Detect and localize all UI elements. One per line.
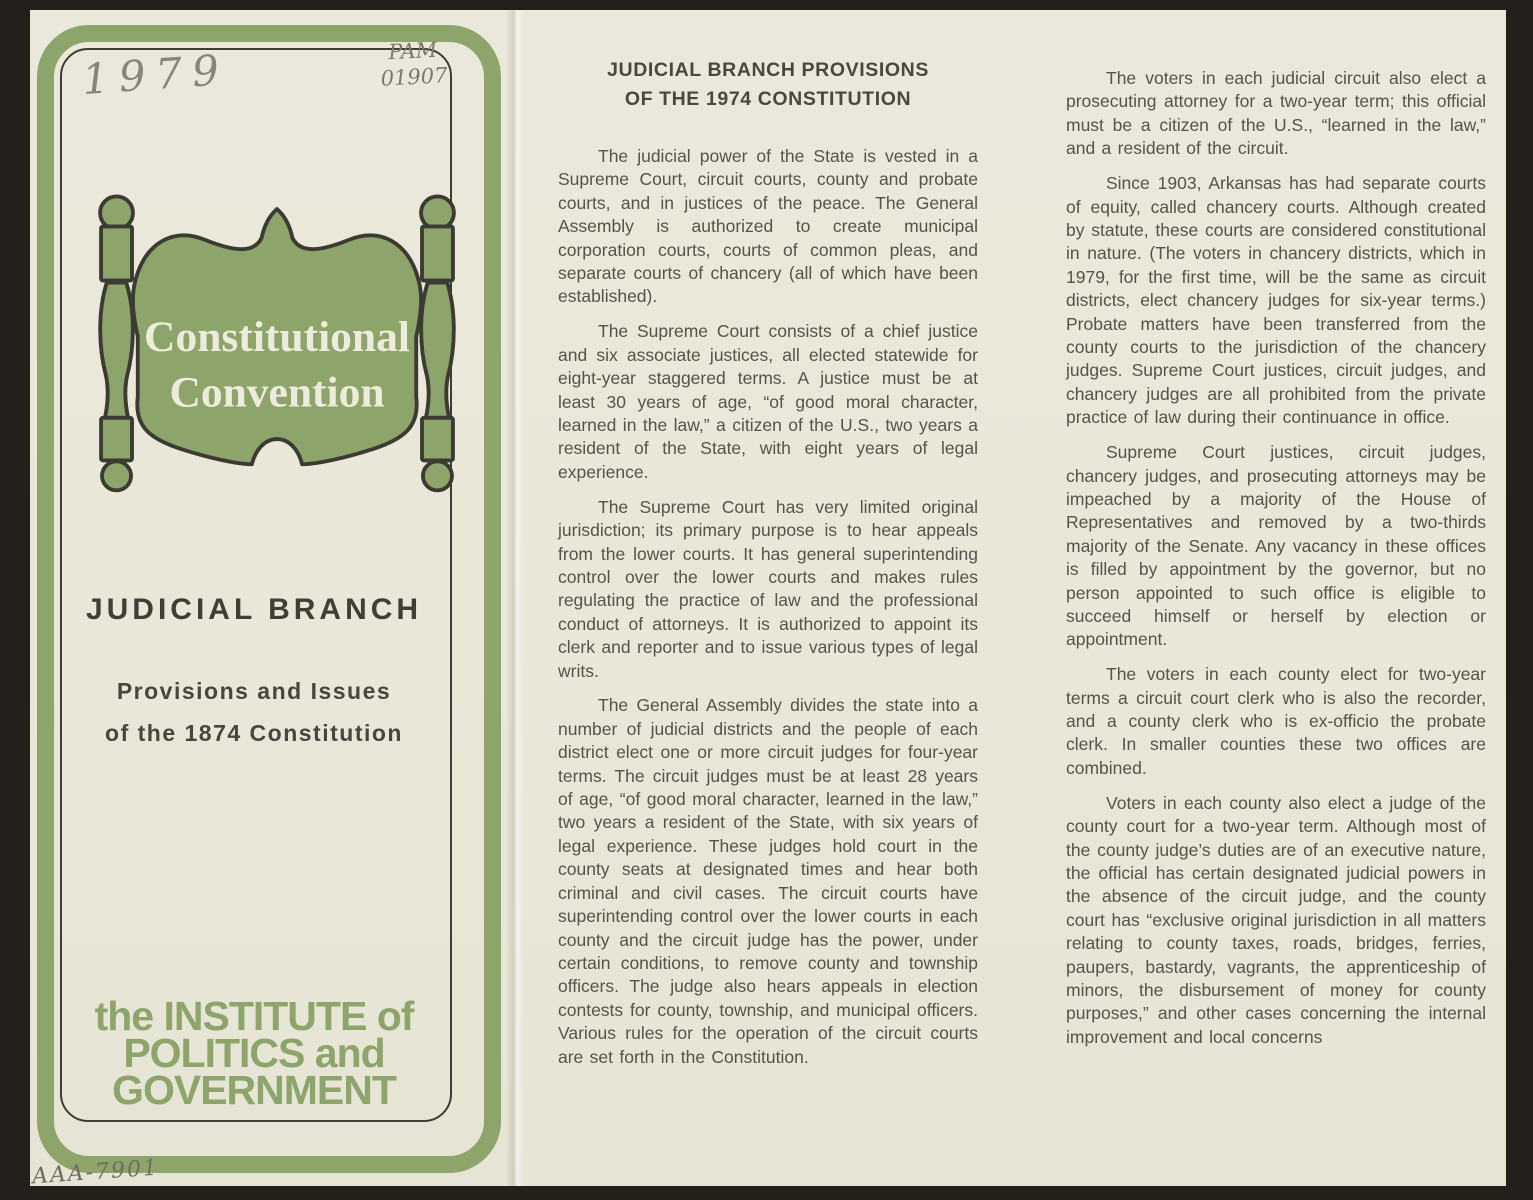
paragraph-prosecuting-attorney: The voters in each judicial circuit also elect a prosecuting attorney for a two-year term; this official must be a citizen of the U.S., “learned in the law,” and a resident of the circuit. bbox=[1066, 68, 1486, 159]
cover-subtitle-line1: Provisions and Issues bbox=[116, 678, 392, 704]
sign-right-post-bottom-knob bbox=[423, 461, 452, 490]
paragraph-county-judge: Voters in each county also elect a judge of the county court for a two-year term. Although most of the county judge’s duties are of an executive nature, the official has certain designated judicial powers in the absence of the circuit judge, and the county court has “exclusive original jurisdiction in all matters relating to county taxes, roads, bridges, ferries, paupers, bastardy, vagrants, the apprenticeship of minors, the disbursement of money for county purposes,” and other cases concerning the internal improvement and local concerns bbox=[1066, 792, 1486, 1047]
sign-left-post-top-knob bbox=[100, 196, 133, 229]
handwritten-year: 1979 bbox=[80, 44, 231, 105]
institute-logo-line3: GOVERNMENT bbox=[112, 1067, 396, 1113]
handwritten-catalog-number: AAA-7901 bbox=[31, 1155, 160, 1190]
sign-title-line2: Convention bbox=[169, 368, 385, 417]
handwritten-accession-number bbox=[379, 36, 448, 91]
cover-panel bbox=[30, 10, 516, 1190]
paragraph-judicial-power: The judicial power of the State is vested in a Supreme Court, circuit courts, county and probate courts, and in justices of the peace. The General Assembly is authorized to create municipal corporation courts, courts of common pleas, and separate courts of chancery (all of which have been established). bbox=[558, 146, 978, 307]
sign-right-post-top-knob bbox=[421, 196, 454, 229]
article-heading-line2: OF THE 1974 CONSTITUTION bbox=[624, 88, 912, 110]
pamphlet-scan bbox=[30, 10, 1506, 1190]
middle-column bbox=[558, 56, 978, 1080]
institute-logo-line1: the INSTITUTE of bbox=[94, 993, 414, 1039]
paragraph-circuit-courts: The General Assembly divides the state into a number of judicial districts and the people of each district elect one or more circuit judges for four-year terms. The circuit judges must be at least 28 years of age, “of good moral character, learned in the law,” two years a resident of the State, with six years of legal experience. These judges hold court in the county seats at designated times and hear both criminal and civil cases. The circuit courts have superintending control over the lower courts in each county and the circuit judge has the power, under certain conditions, to remove county and township officers. The judge also hears appeals in election contests for county, township, and municipal officers. Various rules for the operation of the circuit courts are set forth in the Constitution. bbox=[558, 695, 978, 1067]
paragraph-county-clerks: The voters in each county elect for two-year terms a circuit court clerk who is also the recorder, and a county clerk who is ex-officio the probate clerk. In smaller counties these two offices are combined. bbox=[1066, 664, 1486, 778]
sign-left-post-bottom-knob bbox=[102, 461, 131, 490]
right-column bbox=[1066, 56, 1486, 1061]
handwritten-accession-line1: PAM bbox=[387, 37, 438, 65]
paragraph-chancery-courts: Since 1903, Arkansas has had separate courts of equity, called chancery courts. Although created by statute, these courts are considered constitutional in nature. (The voters in chancery districts, which in 1979, for the first time, will be the same as circuit districts, elect chancery judges for six-year terms.) Probate matters have been transferred from the county courts to the jurisdiction of the chancery judges. Supreme Court justices, circuit judges, and chancery judges are all prohibited from the private practice of law during their continuance in office. bbox=[1066, 173, 1486, 428]
paragraph-supreme-court-composition: The Supreme Court consists of a chief justice and six associate justices, all elected statewide for eight-year staggered terms. A justice must be at least 30 years of age, “of good moral character, learned in the law,” a citizen of the U.S., two years a resident of the State, with eight years of legal experience. bbox=[558, 321, 978, 482]
cover-subtitle-line2: of the 1874 Constitution bbox=[105, 720, 403, 746]
paragraph-supreme-court-jurisdiction: The Supreme Court has very limited original jurisdiction; its primary purpose is to hear appeals from the lower courts. It has general superintending control over the lower courts and makes rules regulating the practice of law and the professional conduct of attorneys. It is authorized to appoint its clerk and reporter and to issue various types of legal writs. bbox=[558, 496, 978, 681]
institute-logo-line2: POLITICS and bbox=[123, 1030, 385, 1076]
cover-title: JUDICIAL BRANCH bbox=[85, 593, 423, 626]
constitutional-convention-sign-illustration bbox=[74, 170, 480, 512]
institute-logo bbox=[60, 993, 448, 1113]
article-heading bbox=[558, 56, 978, 114]
article-heading-line1: JUDICIAL BRANCH PROVISIONS bbox=[607, 59, 929, 81]
sign-title-line1: Constitutional bbox=[144, 313, 410, 362]
cover-subtitle bbox=[50, 670, 458, 754]
paragraph-impeachment: Supreme Court justices, circuit judges, chancery judges, and prosecuting attorneys may be impeached by a majority of the House of Representatives and removed by a two-thirds majority of the Senate. Any vacancy in these offices is filled by appointment by the governor, but no person appointed to such office is eligible to succeed himself or herself by election or appointment. bbox=[1066, 442, 1486, 650]
fold-crease bbox=[506, 10, 524, 1186]
handwritten-accession-line2: 01907 bbox=[380, 63, 449, 91]
